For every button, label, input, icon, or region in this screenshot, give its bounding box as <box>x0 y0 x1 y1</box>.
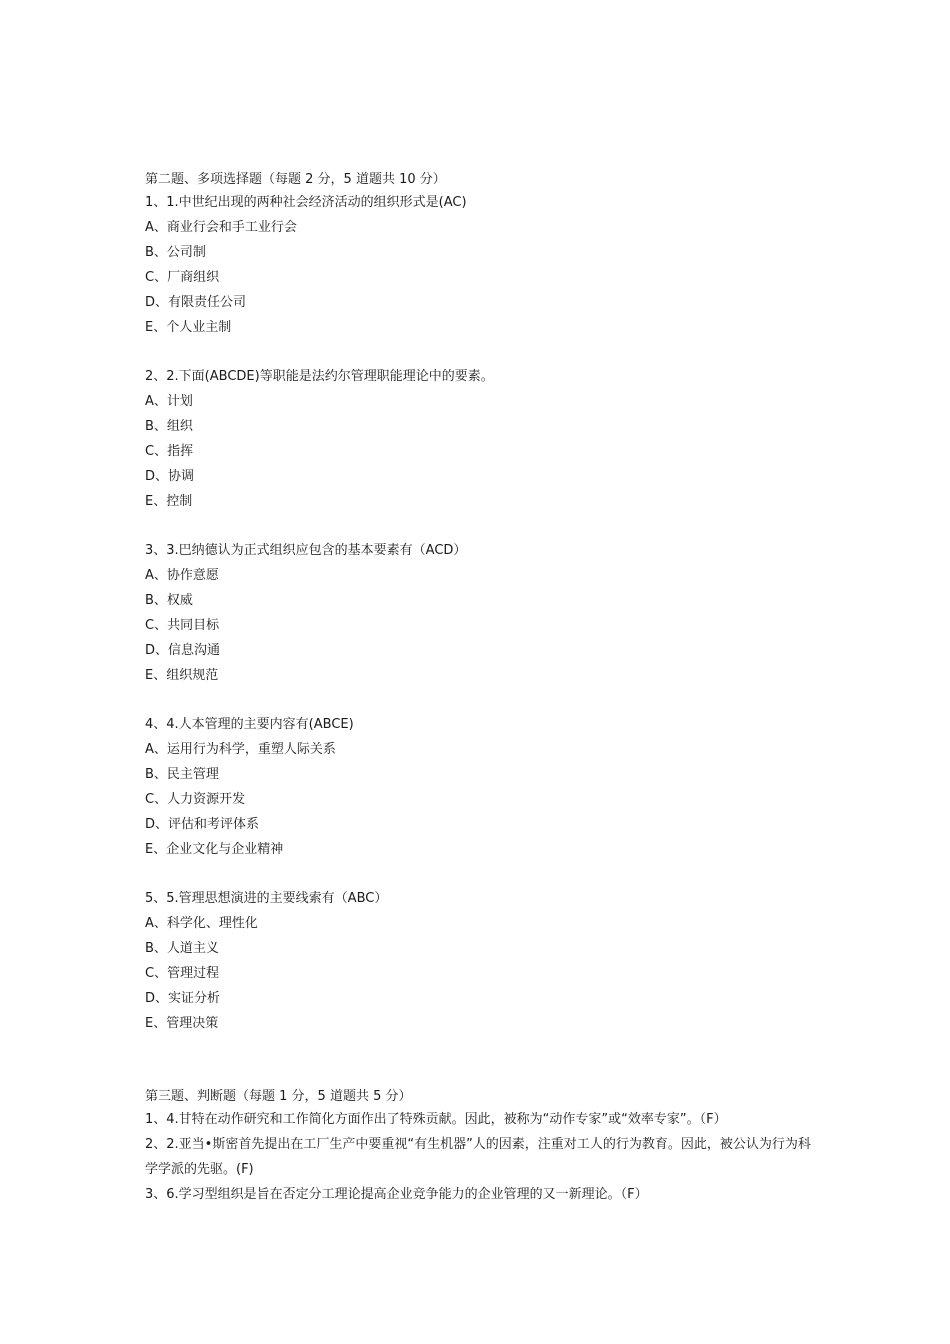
question-option: A、运用行为科学，重塑人际关系 <box>145 742 336 757</box>
question-option: D、评估和考评体系 <box>145 817 260 832</box>
spacer <box>145 514 815 538</box>
question-option: E、个人业主制 <box>145 320 232 335</box>
question-option: B、权威 <box>145 593 193 608</box>
question-stem: 5、5.管理思想演进的主要线索有（ABC） <box>145 891 388 906</box>
question-option: D、实证分析 <box>145 991 221 1006</box>
question-option: E、管理决策 <box>145 1016 219 1031</box>
multi-choice-section <box>145 170 815 1036</box>
question-option: E、控制 <box>145 494 193 509</box>
section-title-multi-choice: 第二题、多项选择题（每题 2 分，5 道题共 10 分） <box>145 172 446 187</box>
question-option: E、组织规范 <box>145 668 219 683</box>
true-false-section <box>145 1087 815 1207</box>
question-option: A、计划 <box>145 394 193 409</box>
section-title-true-false: 第三题、判断题（每题 1 分，5 道题共 5 分） <box>145 1089 412 1104</box>
question-option: C、指挥 <box>145 444 194 459</box>
question-stem: 4、4.人本管理的主要内容有(ABCE) <box>145 717 354 732</box>
true-false-item: 3、6.学习型组织是旨在否定分工理论提高企业竞争能力的企业管理的又一新理论。（F） <box>145 1187 648 1202</box>
question-option: A、协作意愿 <box>145 568 219 583</box>
question-option: D、信息沟通 <box>145 643 221 658</box>
question-option: B、民主管理 <box>145 767 219 782</box>
question-option: C、管理过程 <box>145 966 220 981</box>
question-stem: 2、2.下面(ABCDE)等职能是法约尔管理职能理论中的要素。 <box>145 369 494 384</box>
question-option: D、协调 <box>145 469 195 484</box>
true-false-item: 2、2.亚当•斯密首先提出在工厂生产中要重视“有生机器”人的因素，注重对工人的行为教育。因此，被公认为行为科学学派的先驱。(F) <box>145 1137 811 1177</box>
spacer <box>145 862 815 886</box>
question-option: B、人道主义 <box>145 941 219 956</box>
question-stem: 3、3.巴纳德认为正式组织应包含的基本要素有（ACD） <box>145 543 467 558</box>
question-option: C、厂商组织 <box>145 270 220 285</box>
question-option: C、人力资源开发 <box>145 792 246 807</box>
question-5 <box>145 886 815 1036</box>
question-4 <box>145 712 815 862</box>
question-3 <box>145 538 815 688</box>
document-page <box>145 170 815 1207</box>
spacer <box>145 340 815 364</box>
spacer <box>145 1036 815 1087</box>
question-stem: 1、1.中世纪出现的两种社会经济活动的组织形式是(AC) <box>145 195 467 210</box>
question-option: A、科学化、理性化 <box>145 916 258 931</box>
question-option: B、组织 <box>145 419 193 434</box>
question-option: D、有限责任公司 <box>145 295 247 310</box>
question-2 <box>145 364 815 514</box>
question-option: E、企业文化与企业精神 <box>145 842 284 857</box>
spacer <box>145 688 815 712</box>
question-option: A、商业行会和手工业行会 <box>145 220 297 235</box>
question-1 <box>145 190 815 340</box>
question-option: B、公司制 <box>145 245 206 260</box>
question-option: C、共同目标 <box>145 618 220 633</box>
true-false-item: 1、4.甘特在动作研究和工作简化方面作出了特殊贡献。因此，被称为“动作专家”或“效率专家”。（F） <box>145 1112 727 1127</box>
